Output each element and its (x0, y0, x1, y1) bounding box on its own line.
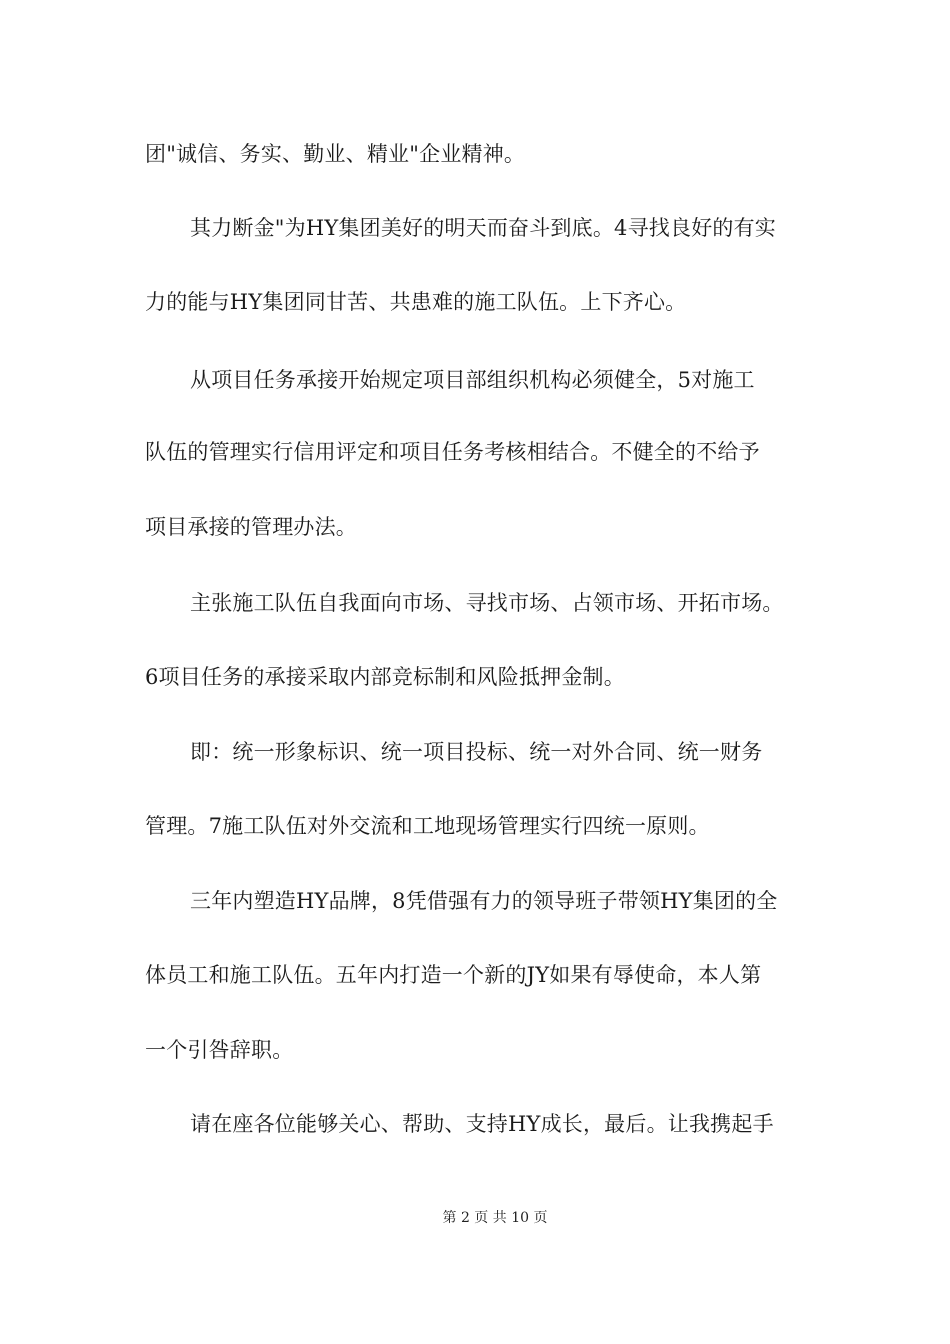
text-line-7: 主张施工队伍自我面向市场、寻找市场、占领市场、开拓市场。 (190, 591, 784, 615)
text-line-13: 一个引咎辞职。 (145, 1038, 294, 1062)
text-line-10: 管理。7施工队伍对外交流和工地现场管理实行四统一原则。 (145, 814, 710, 838)
text-line-11: 三年内塑造HY品牌，8凭借强有力的领导班子带领HY集团的全 (190, 889, 778, 913)
text-line-1: 团"诚信、务实、勤业、精业"企业精神。 (145, 142, 526, 166)
text-line-8: 6项目任务的承接采取内部竞标制和风险抵押金制。 (145, 665, 625, 689)
text-line-2: 其力断金"为HY集团美好的明天而奋斗到底。4寻找良好的有实 (190, 216, 776, 240)
text-line-14: 请在座各位能够关心、帮助、支持HY成长，最后。让我携起手 (190, 1112, 774, 1136)
text-line-3: 力的能与HY集团同甘苦、共患难的施工队伍。上下齐心。 (145, 290, 687, 314)
text-line-6: 项目承接的管理办法。 (145, 515, 357, 539)
page-footer: 第 2 页 共 10 页 (442, 1210, 548, 1226)
text-line-9: 即：统一形象标识、统一项目投标、统一对外合同、统一财务 (190, 740, 763, 764)
text-line-5: 队伍的管理实行信用评定和项目任务考核相结合。不健全的不给予 (145, 440, 760, 464)
text-line-4: 从项目任务承接开始规定项目部组织机构必须健全，5对施工 (190, 368, 755, 392)
text-line-12: 体员工和施工队伍。五年内打造一个新的JY如果有辱使命，本人第 (145, 963, 762, 987)
